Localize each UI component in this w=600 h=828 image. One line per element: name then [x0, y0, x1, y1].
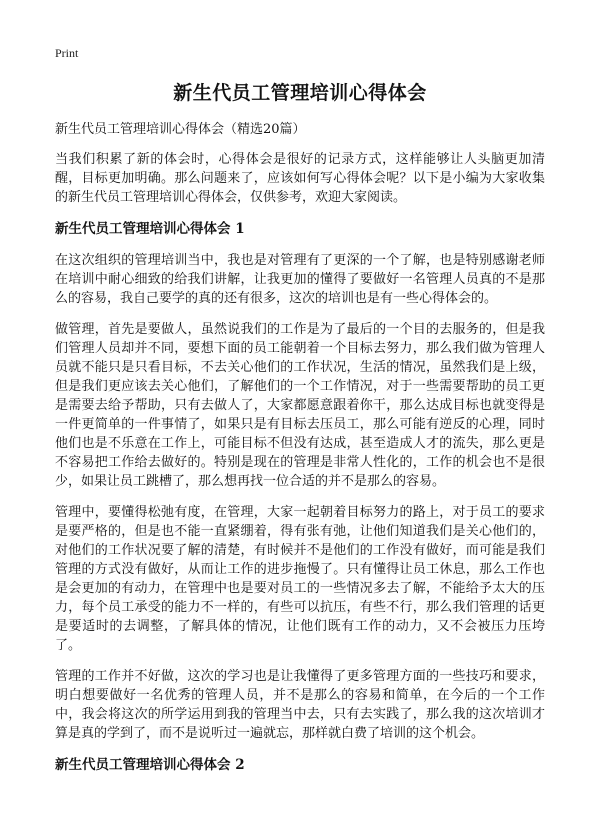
document-subtitle: 新生代员工管理培训心得体会（精选20篇） — [55, 122, 306, 137]
section-1-paragraph-2: 做管理，首先是要做人，虽然说我们的工作是为了最后的一个目的去服务的，但是我们管理人员却并不同，要想下面的员工能朝着一个目标去努力，那么我们做为管理人员就不能只是只看目标，不去关心他们的工作状况，生活的情况，虽然我们是上级，但是我们更应该去关心他们，了解他们的一个工作情况，对于一些需要帮助的员工更是需要去给予帮助，只有去做人了，大家都愿意跟着你干，那么达成目标也就变得是一件更简单的一件事情了，如果只是有目标去压员工，那么可能有逆反的心理，同时他们也是不乐意在工作上，可能目标不但没有达成，甚至造成人才的流失，那么更是不容易把工作给去做好的。特别是现在的管理是非常人性化的，工作的机会也不是很少，如果让员工跳槽了，那么想再找一位合适的并不是那么的容易。 — [55, 322, 545, 489]
print-link[interactable]: Print — [55, 46, 79, 60]
document-title: 新生代员工管理培训心得体会 — [173, 82, 427, 104]
document-body — [55, 120, 545, 787]
section-1-paragraph-3: 管理中，要懂得松弛有度，在管理，大家一起朝着目标努力的路上，对于员工的要求是要严格的，但是也不能一直紧绷着，得有张有弛，让他们知道我们是关心他们的，对他们的工作状况要了解的清楚，有时候并不是他们的工作没有做好，而可能是我们管理的方式没有做好，从而让工作的进步拖慢了。只有懂得让员工休息，那么工作也是会更加的有动力，在管理中也是要对员工的一些情况多去了解，不能给予太大的压力，每个员工承受的能力不一样的，有些可以抗压，有些不行，那么我们管理的话更是要适时的去调整，了解具体的情况，让他们既有工作的动力，又不会被压力压垮了。 — [55, 505, 545, 653]
intro-paragraph: 当我们积累了新的体会时，心得体会是很好的记录方式，这样能够让人头脑更加清醒，目标更加明确。那么问题来了，应该如何写心得体会呢？以下是小编为大家收集的新生代员工管理培训心得体会，仅供参考，欢迎大家阅读。 — [55, 152, 545, 205]
section-heading-2: 新生代员工管理培训心得体会 2 — [55, 757, 245, 773]
section-1-paragraph-1: 在这次组织的管理培训当中，我也是对管理有了更深的一个了解，也是特别感谢老师在培训中耐心细致的给我们讲解，让我更加的懂得了要做好一名管理人员真的不是那么的容易，我自己要学的真的还有很多，这次的培训也是有一些心得体会的。 — [55, 253, 545, 306]
section-1-paragraph-4: 管理的工作并不好做，这次的学习也是让我懂得了更多管理方面的一些技巧和要求，明白想要做好一名优秀的管理人员，并不是那么的容易和简单，在今后的一个工作中，我会将这次的所学运用到我的管理当中去，只有去实践了，那么我的这次培训才算是真的学到了，而不是说听过一遍就忘，那样就白费了培训的这个机会。 — [55, 669, 545, 741]
section-heading-1: 新生代员工管理培训心得体会 1 — [55, 221, 245, 237]
